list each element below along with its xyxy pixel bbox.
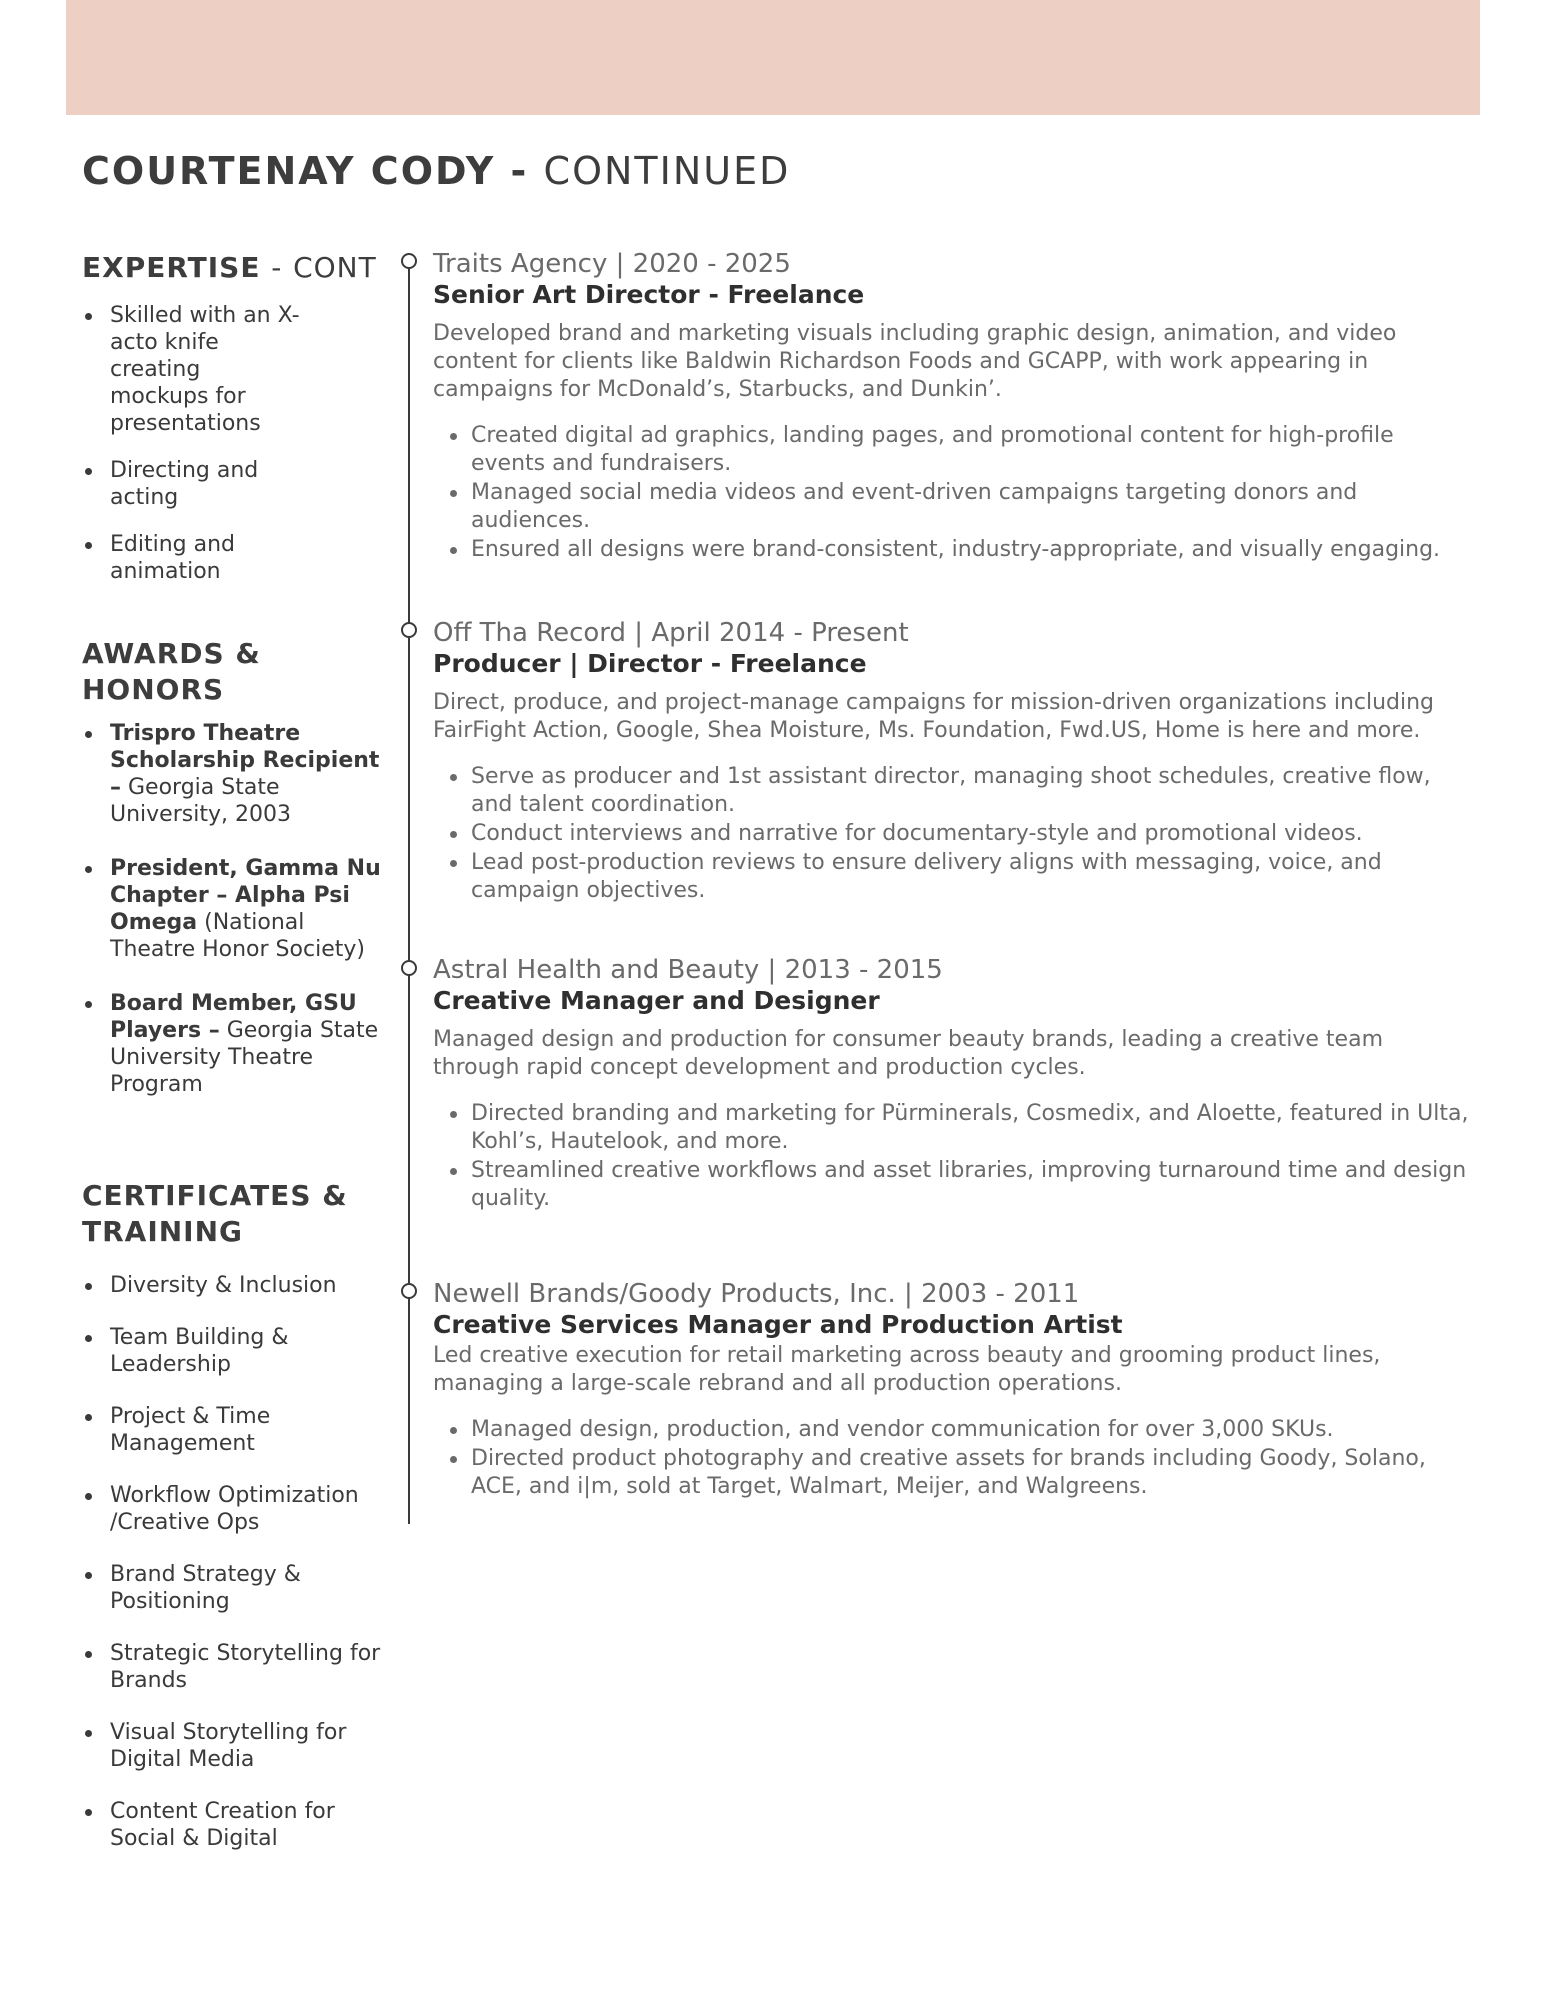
title-separator: -: [510, 149, 529, 193]
expertise-heading-separator: -: [271, 251, 283, 284]
expertise-heading-main: EXPERTISE: [82, 251, 261, 284]
timeline-dot-icon: [401, 253, 417, 269]
award-detail: (National Theatre Honor Society): [110, 910, 365, 962]
job-bullets: [433, 1416, 1473, 1501]
list-item: [82, 720, 382, 828]
job-entry: [433, 954, 1473, 1214]
certificates-heading-line2: TRAINING: [82, 1215, 244, 1248]
timeline-line: [408, 262, 410, 1524]
job-org: Traits Agency | 2020 - 2025: [433, 249, 791, 279]
resume-name: COURTENAY CODY: [82, 149, 496, 193]
page-title: [82, 149, 790, 193]
expertise-section: [82, 250, 392, 585]
awards-heading-line1: AWARDS &: [82, 637, 261, 670]
job-summary: Developed brand and marketing visuals including graphic design, animation, and video content for clients like Baldwin Richardson Foods and GCAPP, with work appearing in campaigns for McDonald’s, Starbucks, and Dunkin’.: [433, 321, 1397, 402]
timeline-dot-icon: [401, 622, 417, 638]
awards-heading: [82, 636, 392, 708]
list-item: Content Creation for Social & Digital: [82, 1798, 382, 1852]
job-role: Creative Services Manager and Production Artist: [433, 1310, 1123, 1339]
list-item: Directed product photography and creative assets for brands including Goody, Solano, ACE, and i|m, sold at Target, Walmart, Meijer, and Walgreens.: [433, 1445, 1473, 1501]
list-item: Diversity & Inclusion: [82, 1272, 382, 1299]
job-role: Producer | Director - Freelance: [433, 649, 867, 678]
award-title: Trispro Theatre Scholarship Recipient –: [110, 721, 380, 800]
job-org: Astral Health and Beauty | 2013 - 2015: [433, 955, 943, 985]
list-item: Editing and animation: [82, 531, 302, 585]
list-item: Ensured all designs were brand-consistent, industry-appropriate, and visually engaging.: [433, 536, 1473, 564]
job-summary: Led creative execution for retail marketing across beauty and grooming product lines, managing a large-scale rebrand and all production operations.: [433, 1343, 1381, 1396]
list-item: Project & Time Management: [82, 1403, 382, 1457]
job-entry: [433, 1278, 1473, 1502]
awards-heading-line2: HONORS: [82, 673, 225, 706]
job-role: Senior Art Director - Freelance: [433, 280, 865, 309]
title-continued: CONTINUED: [543, 149, 791, 193]
award-title: Board Member, GSU Players –: [110, 991, 357, 1043]
expertise-heading-suffix: CONT: [293, 251, 377, 284]
timeline-dot-icon: [401, 1283, 417, 1299]
job-org: Off Tha Record | April 2014 - Present: [433, 618, 909, 648]
expertise-list: [82, 302, 302, 585]
certificates-section: [82, 1178, 392, 1852]
job-summary: Managed design and production for consumer beauty brands, leading a creative team through rapid concept development and production cycles.: [433, 1027, 1384, 1080]
job-entry: [433, 248, 1473, 565]
list-item: Visual Storytelling for Digital Media: [82, 1719, 382, 1773]
expertise-heading: [82, 250, 392, 286]
job-bullets: [433, 763, 1473, 905]
job-org: Newell Brands/Goody Products, Inc. | 2003 - 2011: [433, 1279, 1080, 1309]
list-item: Team Building & Leadership: [82, 1324, 382, 1378]
list-item: Streamlined creative workflows and asset libraries, improving turnaround time and design quality.: [433, 1157, 1473, 1213]
list-item: Conduct interviews and narrative for documentary-style and promotional videos.: [433, 820, 1473, 848]
list-item: Brand Strategy & Positioning: [82, 1561, 382, 1615]
job-summary: Direct, produce, and project-manage campaigns for mission-driven organizations including FairFight Action, Google, Shea Moisture, Ms. Foundation, Fwd.US, Home is here and more.: [433, 690, 1435, 743]
list-item: Skilled with an X-acto knife creating mockups for presentations: [82, 302, 302, 437]
job-bullets: [433, 1100, 1473, 1213]
list-item: Directing and acting: [82, 457, 302, 511]
certificates-heading: [82, 1178, 392, 1250]
job-role: Creative Manager and Designer: [433, 986, 880, 1015]
certificates-heading-line1: CERTIFICATES &: [82, 1179, 348, 1212]
list-item: Directed branding and marketing for Pürminerals, Cosmedix, and Aloette, featured in Ulta, Kohl’s, Hautelook, and more.: [433, 1100, 1473, 1156]
timeline-dot-icon: [401, 960, 417, 976]
list-item: Serve as producer and 1st assistant director, managing shoot schedules, creative flow, and talent coordination.: [433, 763, 1473, 819]
list-item: [82, 855, 382, 963]
award-detail: Georgia State University, 2003: [110, 775, 291, 827]
list-item: Managed social media videos and event-driven campaigns targeting donors and audiences.: [433, 479, 1473, 535]
list-item: Lead post-production reviews to ensure delivery aligns with messaging, voice, and campaign objectives.: [433, 849, 1473, 905]
list-item: Managed design, production, and vendor communication for over 3,000 SKUs.: [433, 1416, 1473, 1444]
list-item: Created digital ad graphics, landing pages, and promotional content for high-profile events and fundraisers.: [433, 422, 1473, 478]
list-item: Workflow Optimization /Creative Ops: [82, 1482, 382, 1536]
certificates-list: [82, 1272, 382, 1852]
header-band: [66, 0, 1480, 115]
awards-section: [82, 636, 392, 1098]
awards-list: [82, 720, 382, 1098]
award-detail: Georgia State University Theatre Program: [110, 1018, 379, 1097]
job-entry: [433, 617, 1473, 906]
award-title: President, Gamma Nu Chapter – Alpha Psi Omega: [110, 856, 381, 935]
list-item: [82, 990, 382, 1098]
list-item: Strategic Storytelling for Brands: [82, 1640, 382, 1694]
job-bullets: [433, 422, 1473, 564]
